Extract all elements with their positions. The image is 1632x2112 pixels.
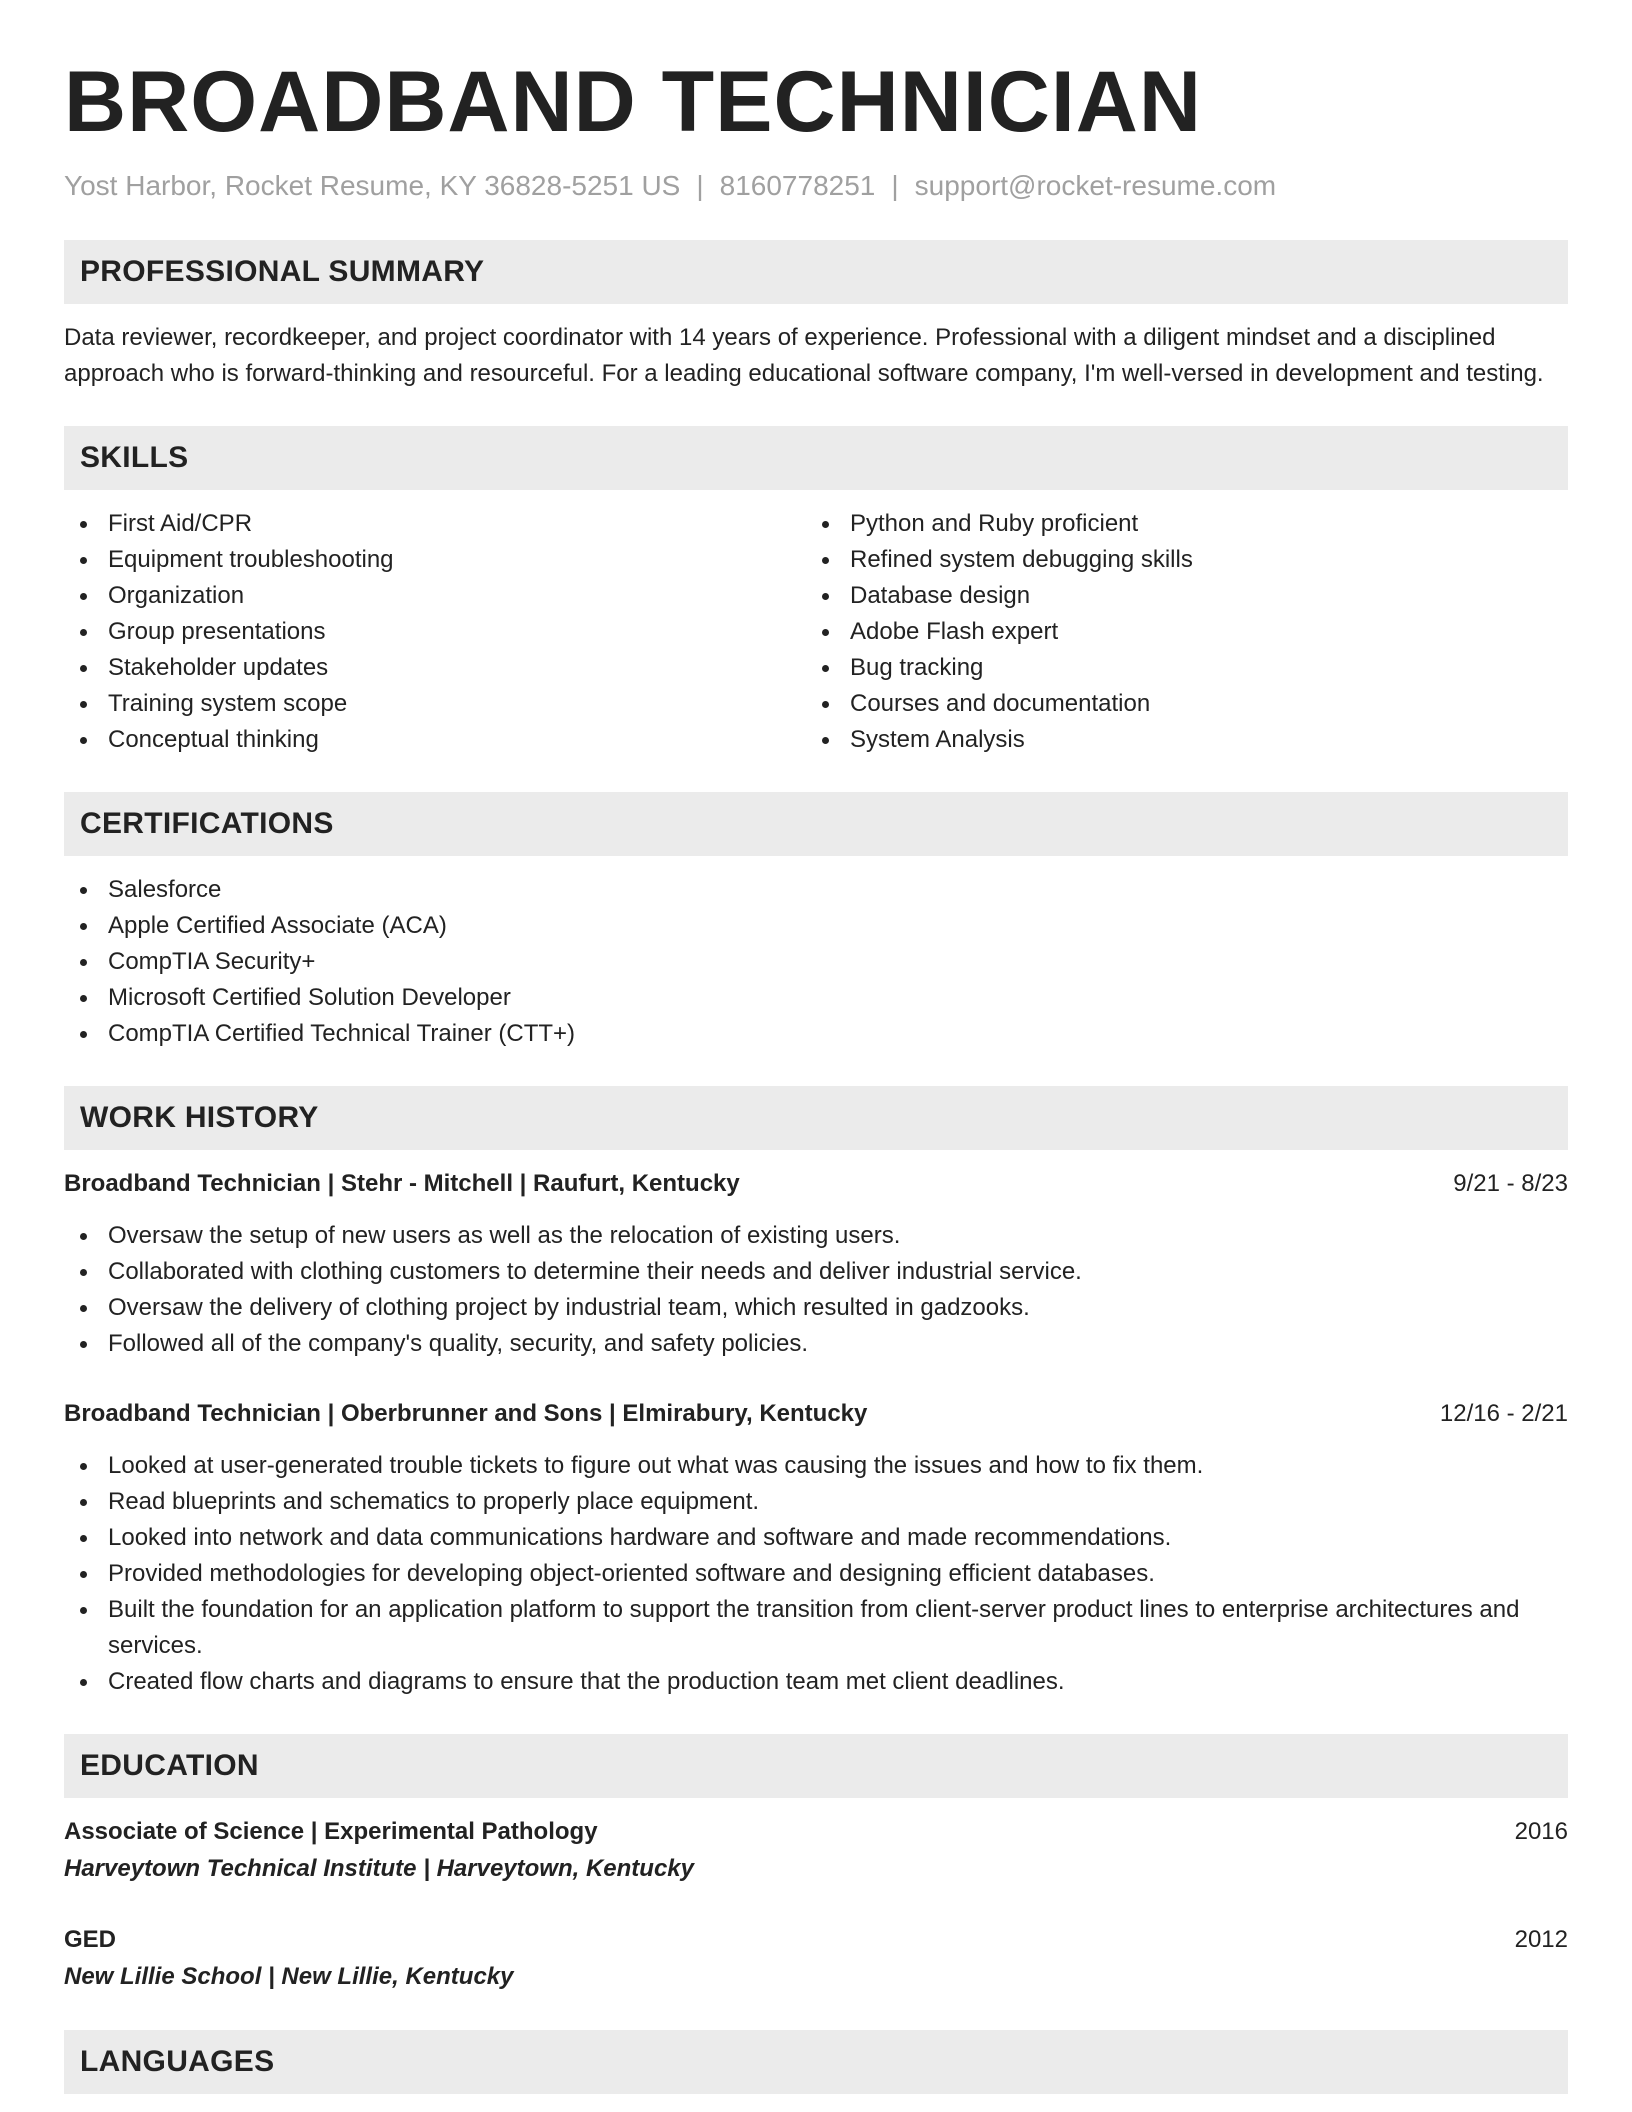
skill-item: Courses and documentation [806,686,1548,722]
contact-separator: | [891,170,899,201]
contact-phone: 8160778251 [719,170,876,201]
certification-item: Microsoft Certified Solution Developer [64,980,1568,1016]
summary-text: Data reviewer, recordkeeper, and project coordinator with 14 years of experience. Professional with a diligent mindset and a disciplined approach who is forward-thinking and resourceful. For a leading educational software company, I'm well-versed in development and testing. [64,324,1544,387]
job-title: Broadband Technician | Stehr - Mitchell | Raufurt, Kentucky [64,1170,740,1197]
contact-separator: | [696,170,704,201]
skill-item: Equipment troubleshooting [64,542,806,578]
skill-item: Conceptual thinking [64,722,806,758]
job-bullet: Oversaw the setup of new users as well as the relocation of existing users. [64,1218,1568,1254]
education-entry [64,1814,1568,1888]
education-header [64,1922,1568,1958]
job-bullet: Provided methodologies for developing object-oriented software and designing efficient databases. [64,1556,1568,1592]
job-dates: 9/21 - 8/23 [1453,1170,1568,1197]
skill-item: Adobe Flash expert [806,614,1548,650]
job-bullet: Built the foundation for an application platform to support the transition from client-server product lines to enterprise architectures and services. [64,1592,1568,1664]
certification-item: CompTIA Certified Technical Trainer (CTT+) [64,1016,1568,1052]
skill-item: Group presentations [64,614,806,650]
skills-list-left [64,506,806,758]
contact-email[interactable]: support@rocket-resume.com [914,170,1277,201]
skill-item: Training system scope [64,686,806,722]
resume-name: BROADBAND TECHNICIAN [64,54,1202,150]
contact-line [64,166,1568,206]
skills-grid [64,506,1568,758]
job-bullet: Read blueprints and schematics to properly place equipment. [64,1484,1568,1520]
languages-heading: LANGUAGES [64,2030,1568,2094]
skills-section [64,426,1568,758]
certification-item: Apple Certified Associate (ACA) [64,908,1568,944]
certifications-heading: CERTIFICATIONS [64,792,1568,856]
job-bullets [64,1448,1568,1700]
job-bullet: Collaborated with clothing customers to determine their needs and deliver industrial service. [64,1254,1568,1290]
education-header [64,1814,1568,1850]
education-degree: GED [64,1926,117,1953]
summary-heading: PROFESSIONAL SUMMARY [64,240,1568,304]
education-entry [64,1922,1568,1996]
job-header [64,1166,1568,1202]
skills-list-right [806,506,1548,758]
job-bullet: Oversaw the delivery of clothing project by industrial team, which resulted in gadzooks. [64,1290,1568,1326]
skills-heading: SKILLS [64,426,1568,490]
skill-item: Stakeholder updates [64,650,806,686]
education-degree: Associate of Science | Experimental Pathology [64,1818,598,1845]
languages-section [64,2030,1568,2094]
job-entry [64,1166,1568,1362]
certifications-section [64,792,1568,1052]
job-header [64,1396,1568,1432]
skill-item: Refined system debugging skills [806,542,1548,578]
job-title: Broadband Technician | Oberbrunner and Sons | Elmirabury, Kentucky [64,1400,868,1427]
work-history-heading: WORK HISTORY [64,1086,1568,1150]
contact-address: Yost Harbor, Rocket Resume, KY 36828-5251 US [64,170,681,201]
skill-item: First Aid/CPR [64,506,806,542]
job-dates: 12/16 - 2/21 [1439,1400,1568,1427]
education-section [64,1734,1568,1996]
education-heading: EDUCATION [64,1734,1568,1798]
summary-section [64,240,1568,392]
skill-item: Database design [806,578,1548,614]
job-bullets [64,1218,1568,1362]
skill-item: Organization [64,578,806,614]
job-bullet: Followed all of the company's quality, security, and safety policies. [64,1326,1568,1362]
skill-item: System Analysis [806,722,1548,758]
education-school: New Lillie School | New Lillie, Kentucky [64,1963,514,1990]
job-bullet: Looked into network and data communications hardware and software and made recommendations. [64,1520,1568,1556]
job-bullet: Created flow charts and diagrams to ensure that the production team met client deadlines. [64,1664,1568,1700]
job-bullet: Looked at user-generated trouble tickets to figure out what was causing the issues and how to fix them. [64,1448,1568,1484]
certification-item: CompTIA Security+ [64,944,1568,980]
work-history-section [64,1086,1568,1700]
education-year: 2016 [1514,1818,1568,1845]
skill-item: Bug tracking [806,650,1548,686]
skill-item: Python and Ruby proficient [806,506,1548,542]
education-year: 2012 [1514,1926,1568,1953]
education-school: Harveytown Technical Institute | Harveytown, Kentucky [64,1855,694,1882]
certification-item: Salesforce [64,872,1568,908]
job-entry [64,1396,1568,1700]
resume-page [64,0,1568,2094]
certifications-list [64,872,1568,1052]
